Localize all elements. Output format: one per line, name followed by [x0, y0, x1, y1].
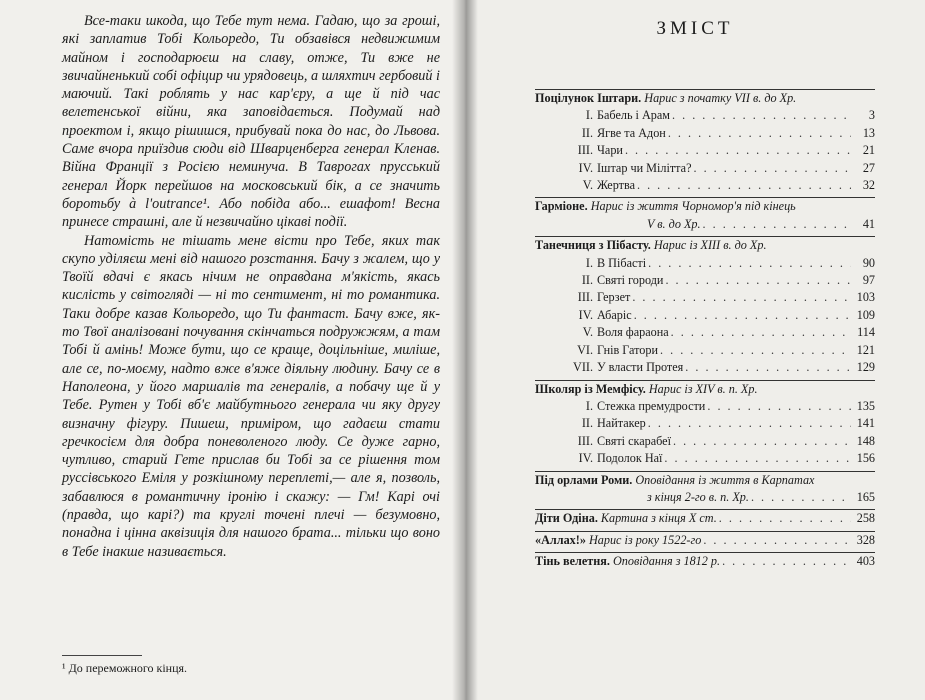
- dot-leader: [672, 107, 851, 124]
- chapter-title: Герзет: [597, 290, 631, 305]
- section-heading: [535, 472, 814, 489]
- toc-chapter[interactable]: [535, 450, 875, 467]
- dot-leader: [648, 255, 851, 272]
- chapter-title: Ягве та Адон: [597, 125, 666, 140]
- dot-leader: [665, 272, 851, 289]
- dot-leader: [693, 160, 851, 177]
- page-number: 328: [856, 532, 875, 547]
- chapter-heading: [567, 160, 691, 177]
- chapter-title: Гнів Гатори: [597, 342, 659, 357]
- toc-chapter[interactable]: [535, 107, 875, 124]
- section-title: Танечниця з Пібасту.: [535, 238, 651, 253]
- section-heading: [535, 237, 767, 254]
- toc-section[interactable]: [535, 553, 875, 570]
- page-number: 21: [862, 143, 875, 158]
- page-number: 258: [856, 511, 875, 526]
- dot-leader: [671, 324, 851, 341]
- toc-chapter[interactable]: [535, 142, 875, 159]
- chapter-heading: [567, 125, 666, 142]
- page-number: 135: [856, 398, 875, 413]
- toc-chapter[interactable]: [535, 160, 875, 177]
- chapter-number: IV.: [578, 160, 593, 175]
- right-page: [465, 0, 925, 700]
- chapter-number: IV.: [578, 307, 593, 322]
- toc-section[interactable]: [535, 90, 875, 107]
- section-subtitle-continued: V в. до Хр.: [647, 216, 701, 231]
- chapter-number: V.: [582, 178, 593, 193]
- dot-leader: [685, 359, 851, 376]
- toc-chapter[interactable]: [535, 433, 875, 450]
- toc-chapter[interactable]: [535, 359, 875, 376]
- chapter-number: V.: [582, 325, 593, 340]
- toc-section-continued: [535, 216, 875, 233]
- dot-leader: [703, 532, 851, 549]
- footnote-divider: [62, 655, 142, 656]
- dot-leader: [664, 450, 851, 467]
- chapter-heading: [567, 324, 669, 341]
- section-title: Діти Одіна.: [535, 511, 598, 526]
- chapter-title: Жертва: [597, 178, 635, 193]
- section-title: Тінь велетня.: [535, 554, 610, 569]
- page-number: 103: [856, 290, 875, 305]
- chapter-heading: [567, 177, 635, 194]
- chapter-heading: [567, 359, 683, 376]
- toc-section[interactable]: [535, 472, 875, 489]
- chapter-heading: [567, 107, 670, 124]
- dot-leader: [632, 289, 851, 306]
- chapter-heading: [567, 450, 662, 467]
- dot-leader: [722, 553, 851, 570]
- page-number: 165: [856, 489, 875, 504]
- toc-chapter[interactable]: [535, 415, 875, 432]
- page-number: 97: [862, 273, 875, 288]
- chapter-title: Абаріс: [597, 307, 632, 322]
- section-title: Школяр із Мемфісу.: [535, 381, 646, 396]
- section-title: «Аллах!»: [535, 532, 586, 547]
- page-number: 156: [856, 451, 875, 466]
- dot-leader: [625, 142, 851, 159]
- toc-chapter[interactable]: [535, 324, 875, 341]
- section-subtitle: Нарис з початку VII в. до Хр.: [644, 91, 797, 105]
- dot-leader: [673, 433, 851, 450]
- page-number: 41: [862, 216, 875, 231]
- section-heading: [535, 198, 796, 215]
- dot-leader: [648, 415, 851, 432]
- dot-leader: [719, 510, 851, 527]
- chapter-heading: [567, 142, 623, 159]
- chapter-title: Бабель і Арам: [597, 108, 670, 123]
- page-number: 121: [856, 342, 875, 357]
- section-heading: [535, 553, 720, 570]
- chapter-title: У власти Протея: [597, 360, 684, 375]
- chapter-title: Іштар чи Мілітта?: [597, 160, 692, 175]
- page-number: 27: [862, 160, 875, 175]
- page-number: 403: [856, 554, 875, 569]
- chapter-number: I.: [585, 108, 593, 123]
- chapter-heading: [567, 272, 663, 289]
- section-heading: [535, 381, 758, 398]
- chapter-heading: [567, 415, 646, 432]
- chapter-title: Стежка премудрости: [597, 398, 706, 413]
- page-number: 148: [856, 433, 875, 448]
- footnote: ¹ До переможного кінця.: [62, 661, 188, 675]
- chapter-title: Найтакер: [597, 416, 646, 431]
- toc-section-continued: [535, 489, 875, 506]
- page-number: 141: [856, 416, 875, 431]
- paragraph: Натомість не тішать мене вісти про Тебе, яких так скупо уділяєш мені від нашого розстання. Бачу з жалем, що у Твоїй вдачі є якась нічим не оправдана м'якість, якась кислість у світогляді — ні то сентимент, ні то романтика. Таки добре казав Кольоредо, що Ти фантаст. Бачу вже, як-то Твої аналізовані почування скінчаться подружжям, а там Тобі й амінь! Може бути, що се краще, доцільніше, миліше, але се, по-моєму, надто вже в'яже діяльну людину. Бачу се в Наполеона, у його маршалів та генералів, а побачу ще й у Тебе. Рутен у Тобі вб'є майбутнього генерала чи яку другу визначну фігуру. Пишеш, приміром, що гадаєш стати гречкосієм для добра поневоленого люду. Се дуже гарно, чутливо, старий Гете прислав би Тобі за се рішення том руссівського Еміля у розкішному переплеті,— але я, позволь, забавлюся в романтичну іронію і скажу: — Гм! Карі очі (правда, що карі?) та круглі точені плечі — безумовно, понадна і цінна аквізиція для нашого брата... тільки що воно в Тебе інакше називається.: [62, 232, 440, 560]
- section-subtitle: Оповідання із життя в Карпатах: [635, 472, 815, 487]
- chapter-number: II.: [581, 416, 593, 431]
- section-subtitle-continued: з кінця 2-го в. п. Хр.: [647, 489, 749, 504]
- section-title: Під орлами Роми.: [535, 472, 633, 487]
- chapter-number: I.: [585, 255, 593, 270]
- dot-leader: [707, 398, 851, 415]
- chapter-title: Воля фараона: [597, 325, 669, 340]
- section-heading: [535, 532, 701, 549]
- chapter-title: Подолок Наї: [597, 451, 663, 466]
- toc-chapter[interactable]: [535, 342, 875, 359]
- toc-chapter[interactable]: [535, 125, 875, 142]
- section-subtitle: Нарис із XIII в. до Хр.: [653, 238, 767, 253]
- page-number: 114: [857, 325, 875, 340]
- dot-leader: [634, 307, 851, 324]
- chapter-heading: [567, 398, 705, 415]
- chapter-number: VII.: [573, 360, 593, 375]
- section-heading: [535, 90, 796, 107]
- section-subtitle: Оповідання з 1812 р.: [612, 554, 721, 569]
- page-number: 13: [862, 125, 875, 140]
- toc-title: ЗМІСТ: [656, 18, 734, 39]
- paragraph: Все-таки шкода, що Тебе тут нема. Гадаю, що за гроші, які заплатив Тобі Кольоредо, Ти обзавівся недвижимим майном і господарюєш на славу, отже, Ти вже не звичайненький собі офіцир чи урядовець, а шляхтич гербовий і маючий. Такі роблять у нас кар'єру, а ще й під час велетенської війни, яка заповідається. Подумай над проектом і, якщо рішишся, прибувай пока до нас, до Львова. Саме вчора приїздив сюди від Шварценберга генерал Кленав. Війна Франції з Росією неминуча. В Таврогах прусський генерал Йорк перейшов на московський бік, а се значить боротьбу à l'outrance¹. Або побіда або... ешафот! Весна принесе страшні, але й незвичайно цікаві події.: [62, 13, 440, 231]
- toc-section[interactable]: [535, 532, 875, 549]
- page-number: 3: [868, 108, 875, 123]
- toc-section[interactable]: [535, 237, 875, 254]
- dot-leader: [660, 342, 851, 359]
- dot-leader: [668, 125, 851, 142]
- section-subtitle: Картина з кінця X ст.: [600, 511, 717, 526]
- chapter-title: Чари: [597, 143, 623, 158]
- toc-chapter[interactable]: [535, 255, 875, 272]
- table-of-contents: [535, 86, 875, 571]
- section-subtitle: Нарис із року 1522-го: [588, 532, 702, 547]
- page-number: 90: [862, 255, 875, 270]
- chapter-title: В Пібасті: [597, 255, 647, 270]
- section-heading: [535, 510, 717, 527]
- section-subtitle: Нарис із XIV в. п. Хр.: [648, 381, 758, 396]
- section-subtitle: Нарис із життя Чорномор'я під кінець: [590, 199, 796, 214]
- page-number: 32: [862, 178, 875, 193]
- toc-chapter[interactable]: [535, 307, 875, 324]
- book-gutter: [452, 0, 478, 700]
- chapter-number: III.: [577, 433, 593, 448]
- toc-section[interactable]: [535, 510, 875, 527]
- chapter-heading: [567, 342, 658, 359]
- chapter-heading: [567, 307, 632, 324]
- page-number: 109: [856, 307, 875, 322]
- chapter-number: III.: [577, 143, 593, 158]
- chapter-heading: [567, 289, 630, 306]
- chapter-number: I.: [585, 398, 593, 413]
- chapter-number: II.: [581, 125, 593, 140]
- section-title: Гарміоне.: [535, 199, 588, 214]
- chapter-number: VI.: [577, 342, 593, 357]
- letter-text: [62, 12, 440, 561]
- dot-leader: [751, 489, 851, 506]
- toc-chapter[interactable]: [535, 289, 875, 306]
- chapter-heading: [567, 255, 646, 272]
- chapter-number: IV.: [578, 451, 593, 466]
- chapter-heading: [567, 433, 671, 450]
- chapter-number: III.: [577, 290, 593, 305]
- chapter-title: Святі городи: [597, 273, 664, 288]
- chapter-title: Святі скарабеї: [597, 433, 671, 448]
- toc-section[interactable]: [535, 381, 875, 398]
- dot-leader: [703, 216, 851, 233]
- page-number: 129: [856, 360, 875, 375]
- toc-chapter[interactable]: [535, 177, 875, 194]
- toc-section[interactable]: [535, 198, 875, 215]
- toc-chapter[interactable]: [535, 272, 875, 289]
- section-title: Поцілунок Іштари.: [535, 91, 642, 105]
- toc-chapter[interactable]: [535, 398, 875, 415]
- dot-leader: [637, 177, 851, 194]
- chapter-number: II.: [581, 273, 593, 288]
